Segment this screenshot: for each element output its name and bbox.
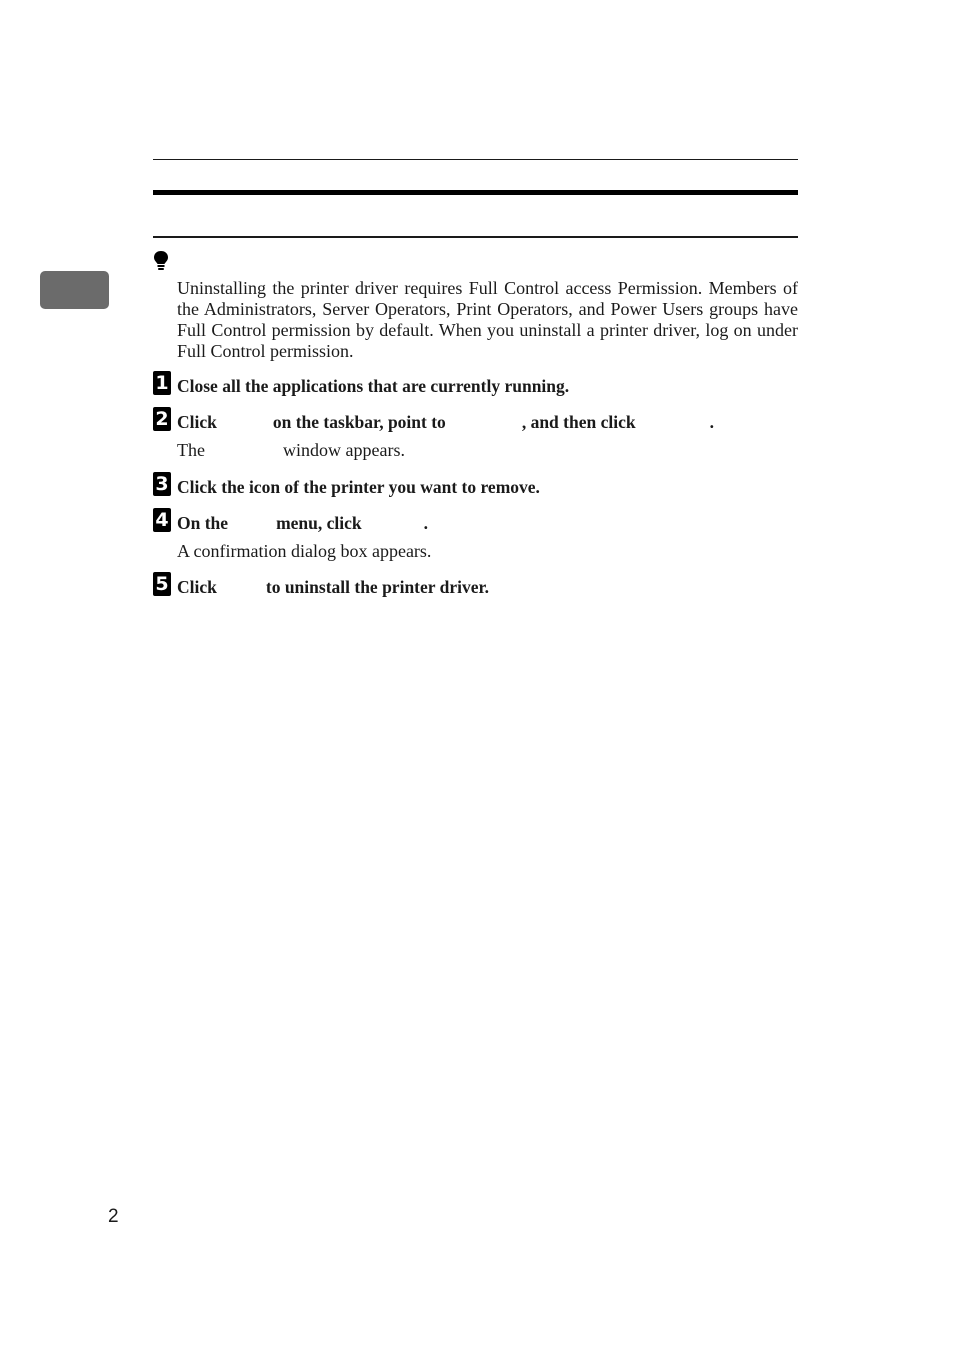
step-text-part: . (709, 412, 714, 432)
section-rule (153, 236, 798, 238)
step-text-part: menu, click (276, 513, 362, 533)
step-text-part: On the (177, 513, 229, 533)
step-result: A confirmation dialog box appears. (177, 541, 432, 561)
step-text-part: on the taskbar, point to (272, 412, 446, 432)
step-text-part: Click (177, 412, 217, 432)
step-result-part: window appears. (282, 440, 405, 460)
step-text-part: , and then click (521, 412, 636, 432)
chapter-tab (40, 271, 109, 309)
step-number: 1 (153, 371, 171, 395)
step-number: 4 (153, 508, 171, 532)
step-instruction: Close all the applications that are currently running. (177, 376, 570, 396)
step-text-part: to uninstall the printer driver. (265, 577, 490, 597)
header-rule-thin (153, 159, 798, 160)
important-note-text: Uninstalling the printer driver requires Full Control access Permission. Members of the Administrators, Server Operators, Print Operators, and Power Users groups have Full Control permission by default. When you uninstall a printer driver, log on under Full Control permission. (177, 278, 798, 361)
step-instruction (177, 513, 428, 533)
step-result-part: The (177, 440, 205, 460)
step-instruction: Click the icon of the printer you want to remove. (177, 477, 540, 497)
step-text-part: . (423, 513, 428, 533)
step-text-part: Click (177, 577, 217, 597)
lightbulb-icon (152, 250, 170, 272)
page-number: 2 (108, 1206, 119, 1227)
title-rule-thick (153, 190, 798, 195)
step-result (177, 440, 405, 460)
step-number: 2 (153, 407, 171, 431)
step-instruction (177, 577, 489, 597)
step-number: 3 (153, 472, 171, 496)
step-instruction (177, 412, 714, 432)
step-number: 5 (153, 572, 171, 596)
